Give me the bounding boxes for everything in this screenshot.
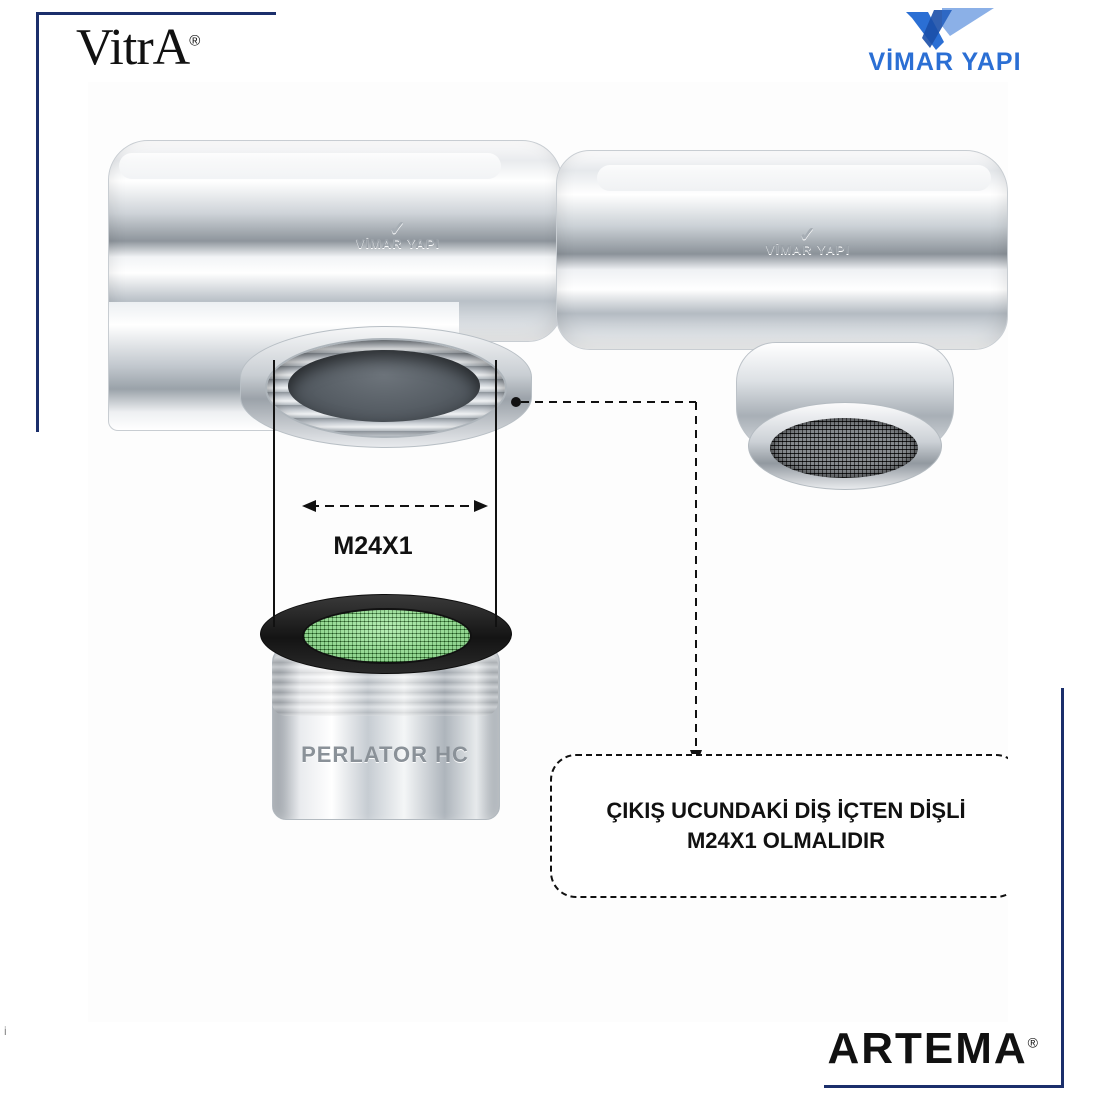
vimar-yapi-logo [850,8,1040,88]
dimension-label-m24x1: M24X1 [333,532,413,560]
artema-registered-mark: ® [1027,1034,1040,1051]
spout-etch-left-text: VİMAR YAPI [355,236,441,251]
vimar-checkmark-icon-etched-left: ✓ [389,218,407,240]
callout-box [550,754,1008,898]
vimar-yapi-wordmark: VİMAR YAPI [868,48,1022,76]
artema-logo [827,1024,1040,1074]
stray-character: i [4,1024,7,1038]
spout-etch-right-text: VİMAR YAPI [765,242,851,257]
callout-line-2: M24X1 OLMALIDIR [686,828,885,853]
product-photo-panel [88,82,1008,1022]
callout-line-1: ÇIKIŞ UCUNDAKİ DİŞ İÇTEN DİŞLİ [606,798,966,824]
callout-text [592,796,979,855]
vimar-checkmark-icon [850,8,1040,52]
vimar-checkmark-icon-etched-right: ✓ [799,224,817,246]
vitra-logo [76,18,199,77]
vitra-logo-text: VitrA [76,19,190,76]
aerator-label: PERLATOR HC [301,742,469,767]
artema-logo-text: ARTEMA [827,1024,1028,1073]
vitra-registered-mark: ® [189,32,200,50]
